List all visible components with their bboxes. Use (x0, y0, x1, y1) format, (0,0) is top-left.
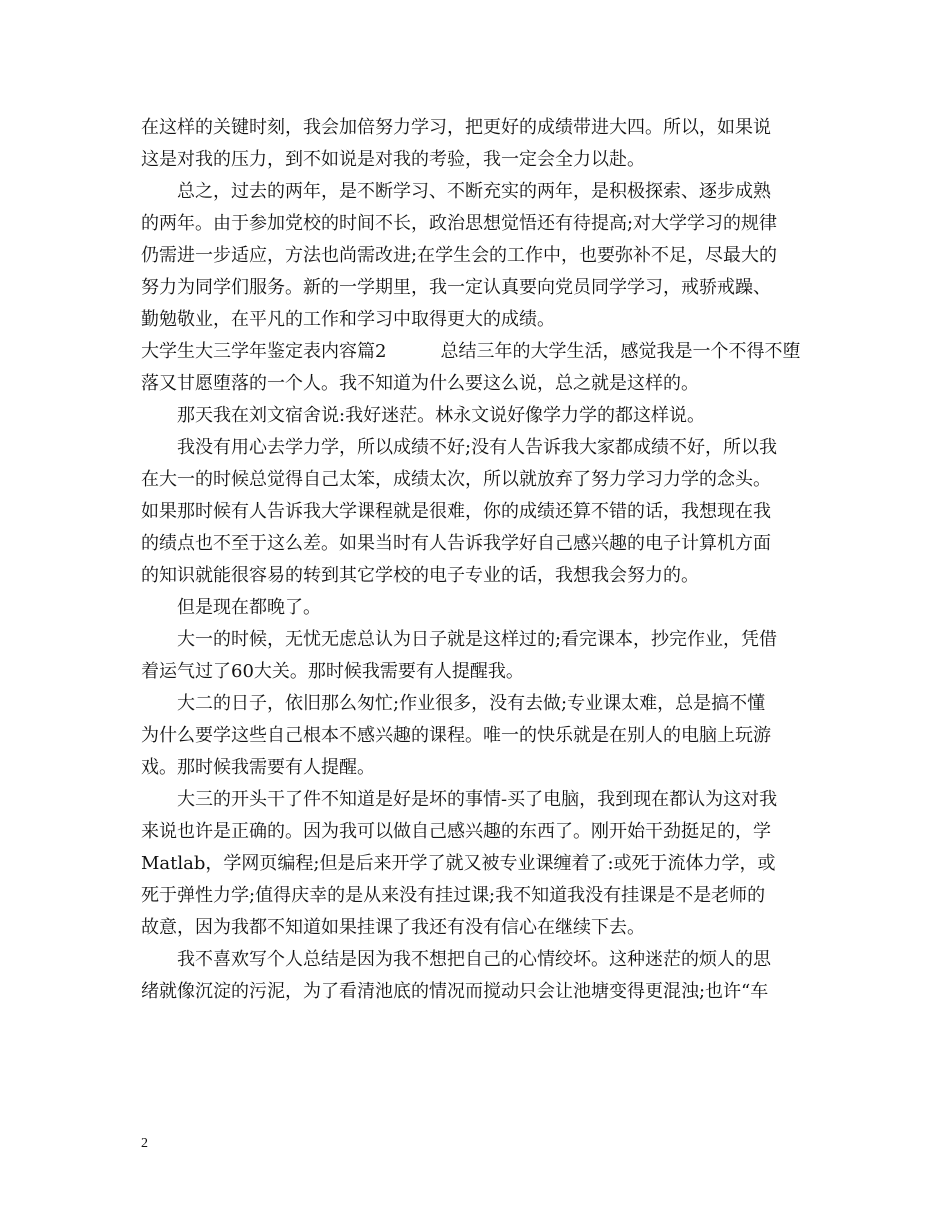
text-line: 在这样的关键时刻，我会加倍努力学习，把更好的成绩带进大四。所以，如果说 (141, 117, 771, 138)
text-line: 努力为同学们服务。新的一学期里，我一定认真要向党员同学学习，戒骄戒躁、 (141, 277, 771, 298)
text-line: 的绩点也不至于这么差。如果当时有人告诉我学好自己感兴趣的电子计算机方面 (141, 533, 771, 554)
text-line: 大三的开头干了件不知道是好是坏的事情-买了电脑，我到现在都认为这对我 (177, 789, 778, 810)
text-line: 的知识就能很容易的转到其它学校的电子专业的话，我想我会努力的。 (141, 565, 699, 586)
text-line: 的两年。由于参加党校的时间不长，政治思想觉悟还有待提高;对大学学习的规律 (141, 213, 778, 234)
text-line: 我不喜欢写个人总结是因为我不想把自己的心情绞坏。这种迷茫的烦人的思 (177, 949, 771, 970)
text-line: 这是对我的压力，到不如说是对我的考验，我一定会全力以赴。 (141, 149, 645, 170)
body-text (141, 112, 811, 1008)
page-number: 2 (141, 1136, 148, 1151)
text-line: 勤勉敬业，在平凡的工作和学习中取得更大的成绩。 (141, 309, 555, 330)
text-line: 戏。那时候我需要有人提醒。 (141, 757, 375, 778)
text-line: 来说也许是正确的。因为我可以做自己感兴趣的东西了。刚开始干劲挺足的，学 (141, 821, 771, 842)
text-line: 在大一的时候总觉得自己太笨，成绩太次，所以就放弃了努力学习力学的念头。 (141, 469, 771, 490)
text-line: 但是现在都晚了。 (177, 597, 321, 618)
text-line: 为什么要学这些自己根本不感兴趣的课程。唯一的快乐就是在别人的电脑上玩游 (141, 725, 771, 746)
text-line: 总之，过去的两年，是不断学习、不断充实的两年，是积极探索、逐步成熟 (177, 181, 771, 202)
text-line: 如果那时候有人告诉我大学课程就是很难，你的成绩还算不错的话，我想现在我 (141, 501, 771, 522)
text-line: 我没有用心去学力学，所以成绩不好;没有人告诉我大家都成绩不好，所以我 (177, 437, 778, 458)
text-line: 死于弹性力学;值得庆幸的是从来没有挂过课;我不知道我没有挂课是不是老师的 (141, 885, 766, 906)
text-line: 大一的时候，无忧无虑总认为日子就是这样过的;看完课本，抄完作业，凭借 (177, 629, 778, 650)
text-line: 着运气过了60大关。那时候我需要有人提醒我。 (141, 661, 524, 682)
text-line: 故意，因为我都不知道如果挂课了我还有没有信心在继续下去。 (141, 917, 645, 938)
text-line: Matlab，学网页编程;但是后来开学了就又被专业课缠着了:或死于流体力学，或 (141, 853, 776, 874)
section-heading-line: 大学生大三学年鉴定表内容篇2 总结三年的大学生活，感觉我是一个不得不堕 (141, 341, 801, 362)
text-line: 那天我在刘文宿舍说:我好迷茫。林永文说好像学力学的都这样说。 (177, 405, 706, 426)
text-line: 绪就像沉淀的污泥，为了看清池底的情况而搅动只会让池塘变得更混浊;也许“车 (141, 981, 769, 1002)
text-line: 落又甘愿堕落的一个人。我不知道为什么要这么说，总之就是这样的。 (141, 373, 699, 394)
text-line: 仍需进一步适应，方法也尚需改进;在学生会的工作中，也要弥补不足，尽最大的 (141, 245, 778, 266)
text-line: 大二的日子，依旧那么匆忙;作业很多，没有去做;专业课太难，总是搞不懂 (177, 693, 766, 714)
